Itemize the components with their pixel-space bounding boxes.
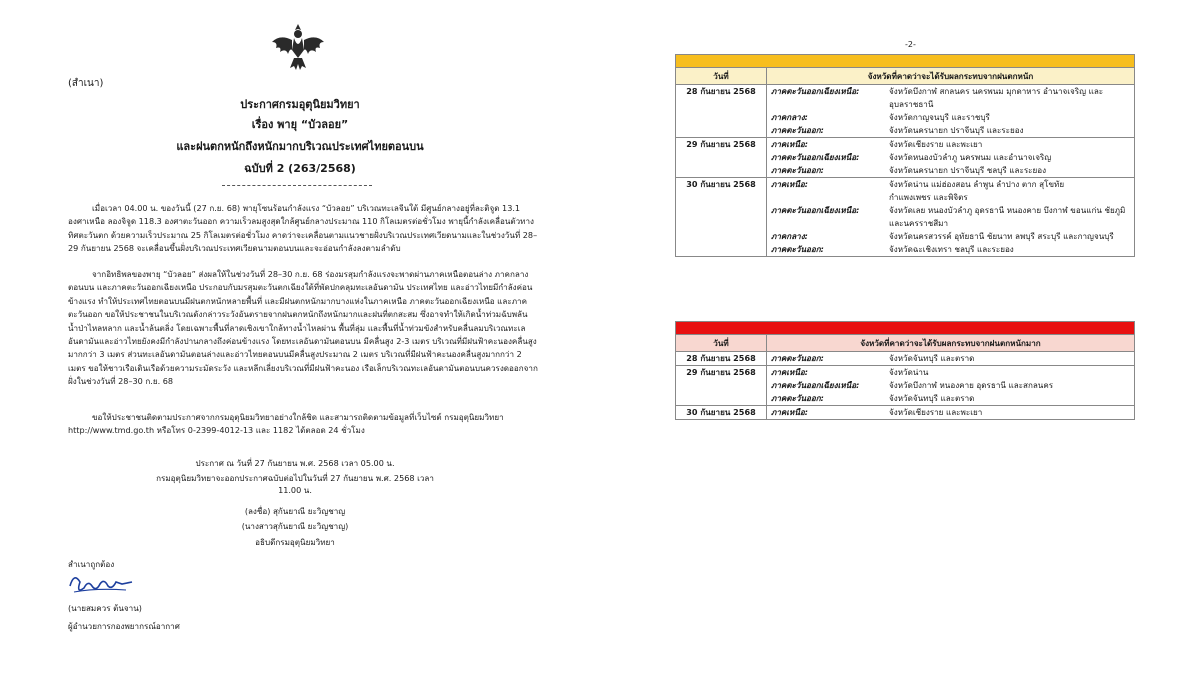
cell-region: ภาคตะวันออก:: [767, 243, 886, 257]
heavy-rain-table: [675, 54, 1135, 257]
table-row: [676, 85, 1135, 99]
issue-number: ฉบับที่ 2 (263/2568): [244, 162, 356, 175]
cell-region: ภาคเหนือ:: [771, 179, 809, 189]
cell-date: [676, 243, 767, 257]
cell-region: [767, 191, 886, 204]
cell-provinces: อุบลราชธานี: [885, 98, 1135, 111]
table-row: [676, 379, 1135, 392]
cell-provinces: จังหวัดเชียงราย และพะเยา: [885, 138, 1135, 152]
cell-date: [676, 217, 767, 230]
cell-region: ภาคเหนือ:: [771, 139, 809, 149]
cell-provinces: จังหวัดหนองบัวลำภู นครพนม และอำนาจเจริญ: [885, 151, 1135, 164]
table-header: [676, 335, 1135, 352]
table-row: [676, 164, 1135, 178]
announced-date: ประกาศ ณ วันที่ 27 กันยายน พ.ศ. 2568 เวลา 05.00 น.: [195, 458, 395, 468]
cell-date: [676, 191, 767, 204]
cell-region: [767, 217, 886, 230]
copy-mark: (สำเนา): [68, 78, 104, 89]
cell-region: ภาคตะวันออกเฉียงเหนือ:: [771, 380, 860, 390]
cell-provinces: จังหวัดกาญจนบุรี และราชบุรี: [885, 111, 1135, 124]
cell-provinces: จังหวัดเลย หนองบัวลำภู อุดรธานี หนองคาย บึงกาฬ ขอนแก่น ชัยภูมิ: [885, 204, 1135, 217]
column-header-date: วันที่: [676, 68, 767, 85]
cell-region: ภาคตะวันออก:: [767, 352, 886, 366]
cell-region: ภาคตะวันออก:: [767, 124, 886, 138]
cell-date: 28 กันยายน 2568: [676, 85, 767, 99]
heavy-rain-band: [676, 55, 1135, 68]
cell-region: ภาคกลาง:: [771, 231, 808, 241]
next-issue-note: กรมอุตุนิยมวิทยาจะออกประกาศฉบับต่อไปในวันที่ 27 กันยายน พ.ศ. 2568 เวลา 11.00 น.: [156, 473, 434, 495]
table-row: [676, 98, 1135, 111]
table-row: [676, 204, 1135, 217]
subject-line-2: และฝนตกหนักถึงหนักมากบริเวณประเทศไทยตอนบน: [176, 140, 424, 153]
cell-region: ภาคตะวันออกเฉียงเหนือ:: [771, 86, 860, 96]
garuda-emblem-icon: [270, 20, 326, 72]
cell-date: [676, 392, 767, 406]
very-heavy-rain-band: [676, 322, 1135, 335]
column-header-area: จังหวัดที่คาดว่าจะได้รับผลกระทบจากฝนตกหนักมาก: [767, 335, 1135, 352]
cell-provinces: จังหวัดเชียงราย และพะเยา: [885, 406, 1135, 420]
table-row: [676, 406, 1135, 420]
cell-region: ภาคเหนือ:: [767, 406, 886, 420]
cell-date: [676, 164, 767, 178]
cell-provinces: กำแพงเพชร และพิจิตร: [885, 191, 1135, 204]
cell-provinces: จังหวัดบึงกาฬ หนองคาย อุดรธานี และสกลนคร: [885, 379, 1135, 392]
cell-provinces: จังหวัดบึงกาฬ สกลนคร นครพนม มุกดาหาร อำนาจเจริญ และ: [885, 85, 1135, 99]
cell-date: [676, 204, 767, 217]
table-row: [676, 392, 1135, 406]
table-row: [676, 230, 1135, 243]
page-title: ประกาศกรมอุตุนิยมวิทยา: [240, 98, 360, 111]
cell-date: [676, 379, 767, 392]
cell-provinces: จังหวัดนครนายก ปราจีนบุรี และระยอง: [885, 124, 1135, 138]
paragraph-impact: จากอิทธิพลของพายุ “บัวลอย” ส่งผลให้ในช่วงวันที่ 28–30 ก.ย. 68 ร่องมรสุมกำลังแรงจะพาดผ่านภาคเหนือตอนล่าง ภาคกลางตอนบน และภาคตะวันออกเฉียงเหนือ ประกอบกับมรสุมตะวันตกเฉียงใต้ที่พัดปกคลุมทะเลอันดามัน ประเทศไทย และอ่าวไทยมีกำลังค่อนข้างแรง ทำให้ประเทศไทยตอนบนมีฝนตกหนักหลายพื้นที่ และมีฝนตกหนักมากบางแห่งในภาคเหนือ ภาคตะวันออกเฉียงเหนือ และภาคตะวันออก ขอให้ประชาชนในบริเวณดังกล่าวระวังอันตรายจากฝนตกหนักถึงหนักมากและฝนที่ตกสะสม ซึ่งอาจทำให้เกิดน้ำท่วมฉับพลัน น้ำป่าไหลหลาก และน้ำล้นตลิ่ง โดยเฉพาะพื้นที่ลาดเชิงเขาใกล้ทางน้ำไหลผ่าน พื้นที่ลุ่ม และพื้นที่น้ำท่วมขังสำหรับคลื่นลมบริเวณทะเลอันดามันและอ่าวไทยยังคงมีกำลังปานกลางถึงค่อนข้างแรง โดยทะเลอันดามันตอนบน มีคลื่นสูง 2-3 เมตร บริเวณที่มีฝนฟ้าคะนองคลื่นสูงมากกว่า 3 เมตร ส่วนทะเลอันดามันตอนล่างและอ่าวไทยตอนบนมีคลื่นสูงประมาณ 2 เมตร บริเวณที่มีฝนฟ้าคะนองคลื่นสูงมากกว่า 2 เมตร ขอให้ชาวเรือเดินเรือด้วยความระมัดระวัง และหลีกเลี่ยงบริเวณที่มีฝนฟ้าคะนอง เรือเล็กบริเวณทะเลอันดามันตอนบนควรงดออกจากฝั่งในช่วงวันที่ 28–30 ก.ย. 68: [68, 269, 538, 387]
cell-date: 30 กันยายน 2568: [676, 178, 767, 192]
cell-provinces: จังหวัดนครนายก ปราจีนบุรี ชลบุรี และระยอง: [885, 164, 1135, 178]
signer-name: (นางสาวสุกันยาณี ยะวิญชาญ): [241, 521, 349, 531]
handwritten-signature: [66, 568, 136, 598]
cell-provinces: และนครราชสีมา: [885, 217, 1135, 230]
cell-region: [767, 98, 886, 111]
very-heavy-rain-table: [675, 321, 1135, 420]
table-row: [676, 138, 1135, 152]
page-number: -2-: [905, 40, 916, 49]
table-header: [676, 68, 1135, 85]
cell-provinces: จังหวัดน่าน: [885, 366, 1135, 380]
cell-date: 30 กันยายน 2568: [676, 406, 767, 420]
cell-date: [676, 230, 767, 243]
table-row: [676, 217, 1135, 230]
cell-provinces: จังหวัดจันทบุรี และตราด: [885, 352, 1135, 366]
cell-region: ภาคเหนือ:: [771, 367, 809, 377]
column-header-area: จังหวัดที่คาดว่าจะได้รับผลกระทบจากฝนตกหนัก: [767, 68, 1135, 85]
certifier-name: (นายสมควร ต้นจาน): [68, 603, 142, 613]
table-row: [676, 352, 1135, 366]
subject-line: เรื่อง พายุ “บัวลอย”: [251, 118, 349, 131]
table-row: [676, 178, 1135, 192]
signer-title: อธิบดีกรมอุตุนิยมวิทยา: [255, 537, 335, 547]
cell-date: [676, 124, 767, 138]
announcement-page-1: [0, 0, 590, 675]
cell-provinces: จังหวัดนครสวรรค์ อุทัยธานี ชัยนาท ลพบุรี สระบุรี และกาญจนบุรี: [885, 230, 1135, 243]
table-row: [676, 111, 1135, 124]
cell-region: ภาคตะวันออก:: [767, 164, 886, 178]
signed-line: (ลงชื่อ) สุกันยาณี ยะวิญชาญ: [244, 506, 346, 516]
table-row: [676, 151, 1135, 164]
table-row: [676, 124, 1135, 138]
table-row: [676, 243, 1135, 257]
announcement-page-2: [600, 0, 1200, 675]
paragraph-contact: ขอให้ประชาชนติดตามประกาศจากกรมอุตุนิยมวิทยาอย่างใกล้ชิด และสามารถติดตามข้อมูลที่เว็บไซต์ กรมอุตุนิยมวิทยา http://www.tmd.go.th หรือโทร 0-2399-4012-13 และ 1182 ได้ตลอด 24 ชั่วโมง: [68, 412, 504, 436]
divider: [222, 185, 372, 186]
table-row: [676, 366, 1135, 380]
cell-region: ภาคตะวันออกเฉียงเหนือ:: [771, 205, 860, 215]
cell-date: 29 กันยายน 2568: [676, 138, 767, 152]
cell-provinces: จังหวัดจันทบุรี และตราด: [885, 392, 1135, 406]
cell-region: ภาคตะวันออก:: [767, 392, 886, 406]
cell-date: 29 กันยายน 2568: [676, 366, 767, 380]
table-row: [676, 191, 1135, 204]
cell-provinces: จังหวัดน่าน แม่ฮ่องสอน ลำพูน ลำปาง ตาก สุโขทัย: [885, 178, 1135, 192]
cell-date: [676, 151, 767, 164]
certifier-title: ผู้อำนวยการกองพยากรณ์อากาศ: [68, 621, 180, 631]
cell-date: 28 กันยายน 2568: [676, 352, 767, 366]
paragraph-storm-status: เมื่อเวลา 04.00 น. ของวันนี้ (27 ก.ย. 68) พายุโซนร้อนกำลังแรง “บัวลอย” บริเวณทะเลจีนใต้ มีศูนย์กลางอยู่ที่ละติจูด 13.1 องศาเหนือ ลองจิจูด 118.3 องศาตะวันออก ความเร็วลมสูงสุดใกล้ศูนย์กลางประมาณ 110 กิโลเมตรต่อชั่วโมง พายุนี้กำลังเคลื่อนตัวทางทิศตะวันตก ด้วยความเร็วประมาณ 25 กิโลเมตรต่อชั่วโมง คาดว่าจะเคลื่อนตามแนวชายฝั่งบริเวณประเทศเวียดนามและในช่วงวันที่ 28–29 กันยายน 2568 จะเคลื่อนขึ้นฝั่งบริเวณประเทศเวียดนามตอนบนและจะอ่อนกำลังลงตามลำดับ: [68, 203, 538, 254]
cell-region: ภาคตะวันออกเฉียงเหนือ:: [771, 152, 860, 162]
certified-label: สำเนาถูกต้อง: [68, 559, 115, 569]
cell-date: [676, 98, 767, 111]
cell-region: ภาคกลาง:: [771, 112, 808, 122]
column-header-date: วันที่: [676, 335, 767, 352]
cell-date: [676, 111, 767, 124]
cell-provinces: จังหวัดฉะเชิงเทรา ชลบุรี และระยอง: [885, 243, 1135, 257]
